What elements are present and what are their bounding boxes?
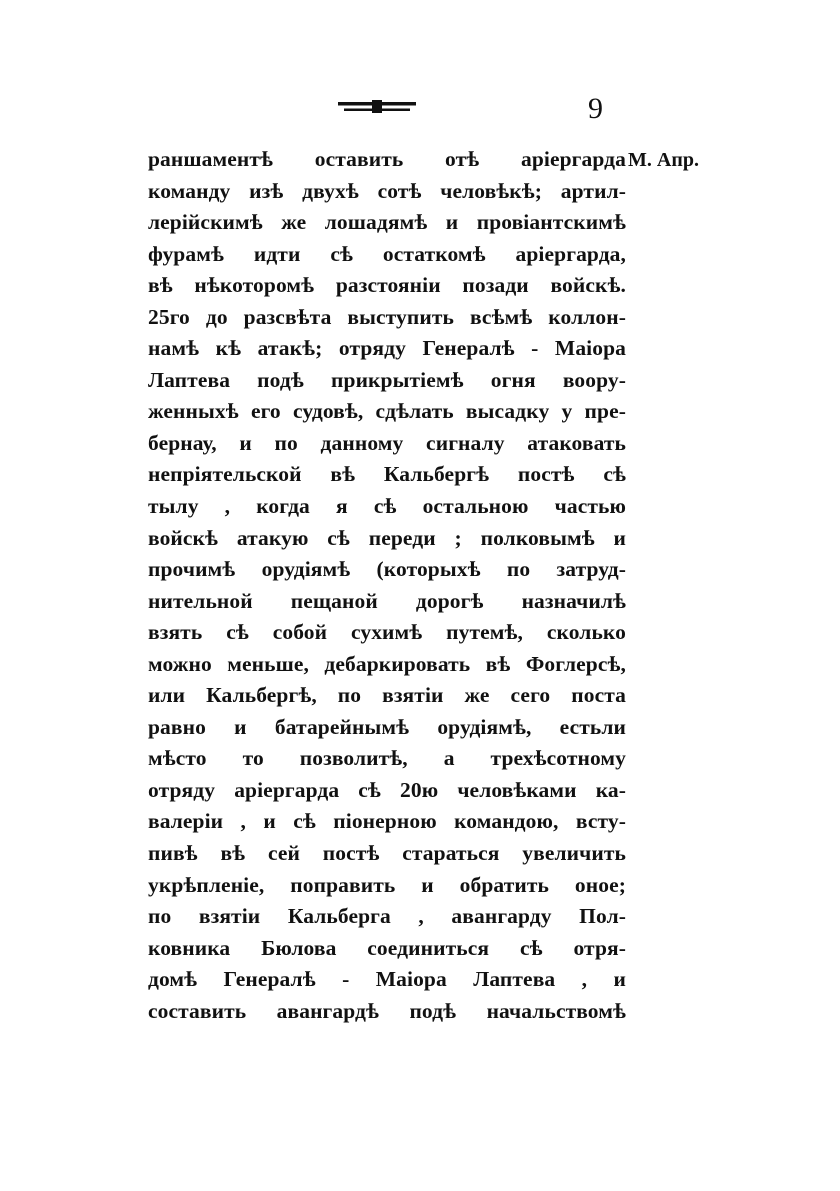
text-line: лерійскимѣ же лошадямѣ и провіантскимѣ	[148, 210, 626, 235]
body-text	[148, 144, 626, 1027]
text-line: непріятельской вѣ Кальбергѣ постѣ сѣ	[148, 462, 626, 487]
text-line: укрѣпленіе, поправить и обратить оное;	[148, 872, 626, 897]
text-line: тылу , когда я сѣ остальною частью	[148, 494, 626, 519]
text-line: равно и батарейнымѣ орудіямѣ, естьли	[148, 714, 626, 739]
text-line: по взятіи Кальберга , авангарду Пол-	[148, 904, 626, 929]
header-ornament-rule	[338, 100, 416, 114]
text-line: ковника Бюлова соединиться сѣ отря-	[148, 935, 626, 960]
text-line: взять сѣ собой сухимѣ путемѣ, сколько	[148, 620, 626, 645]
text-line: вѣ нѣкоторомѣ разстояніи позади войскѣ.	[148, 273, 626, 298]
text-line: намѣ кѣ атакѣ; отряду Генералѣ - Маіора	[148, 336, 626, 361]
text-line: или Кальбергѣ, по взятіи же сего поста	[148, 683, 626, 708]
text-line: раншаментѣ оставить отѣ аріергарда	[148, 147, 626, 171]
text-line: фурамѣ идти сѣ остаткомѣ аріергарда,	[148, 241, 626, 266]
text-line: отряду аріергарда сѣ 20ю человѣками ка-	[148, 777, 626, 802]
text-line: нительной пещаной дорогѣ назначилѣ	[148, 588, 626, 613]
text-line: бернау, и по данному сигналу атаковать	[148, 430, 626, 455]
text-line: мѣсто то позволитѣ, а трехѣсотному	[148, 746, 626, 771]
text-line: 25го до разсвѣта выступить всѣмѣ коллон-	[148, 304, 626, 329]
text-line: валеріи , и сѣ піонерною командою, всту-	[148, 809, 626, 834]
text-line: можно меньше, дебаркировать вѣ Фоглерсѣ,	[148, 651, 626, 676]
text-line: войскѣ атакую сѣ переди ; полковымѣ и	[148, 525, 626, 550]
text-line: домѣ Генералѣ - Маіора Лаптева , и	[148, 967, 626, 992]
margin-note-date: М. Апр.	[628, 149, 699, 171]
text-line: Лаптева подѣ прикрытіемѣ огня воору-	[148, 367, 626, 392]
text-line: женныхѣ его судовѣ, сдѣлать высадку у пре-	[148, 399, 626, 424]
text-line: прочимѣ орудіямѣ (которыхѣ по затруд-	[148, 557, 626, 582]
page-number: 9	[588, 92, 603, 125]
text-line: команду изѣ двухѣ сотѣ человѣкѣ; артил-	[148, 178, 626, 203]
text-line: пивѣ вѣ сей постѣ стараться увеличить	[148, 841, 626, 866]
text-line: составить авангардѣ подѣ начальствомѣ	[148, 998, 626, 1023]
